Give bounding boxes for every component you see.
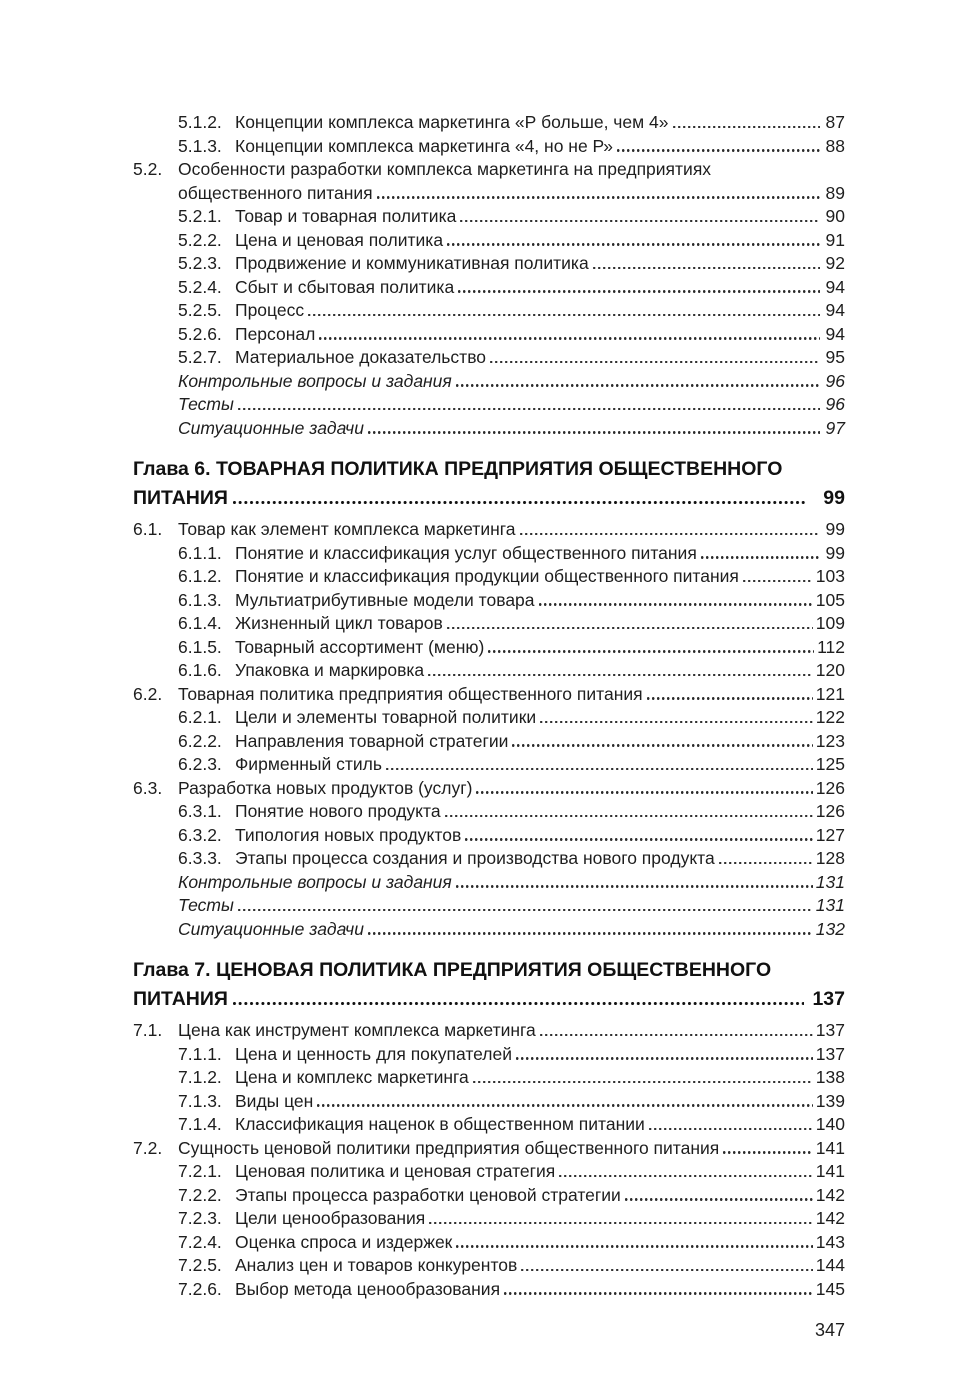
toc-entry-line — [133, 636, 845, 660]
entry-title: Мультиатрибутивные модели товара — [235, 589, 535, 610]
entry-page: 103 — [815, 566, 845, 586]
entry-title: Ситуационные задачи — [178, 417, 364, 438]
entry-title: Сущность ценовой политики предприятия общественного питания — [178, 1137, 720, 1158]
toc-entry-line — [133, 417, 845, 441]
toc-entry — [133, 753, 845, 777]
toc-entry — [133, 730, 845, 754]
entry-page: 105 — [815, 589, 845, 610]
entry-page: 137 — [815, 1043, 845, 1064]
entry-number: 5.2.5. — [178, 300, 222, 320]
toc-entry-line — [133, 1019, 845, 1043]
entry-number: 5.2.1. — [178, 206, 222, 226]
entry-number: 7.1.4. — [178, 1114, 222, 1134]
entry-page: 96 — [825, 394, 845, 414]
entry-page: 143 — [815, 1231, 845, 1252]
entry-page: 95 — [825, 347, 845, 367]
toc-entry — [133, 542, 845, 566]
entry-number: 6.3.1. — [178, 801, 222, 821]
toc-entry-line — [133, 1137, 845, 1161]
toc-entry-line — [133, 276, 845, 300]
toc-entry — [133, 299, 845, 323]
entry-title: Направления товарной стратегии — [235, 730, 509, 751]
entry-title: Концепции комплекса маркетинга «Р больше, чем 4» — [235, 112, 669, 132]
leader-dots — [520, 533, 821, 536]
entry-page: 142 — [815, 1208, 845, 1228]
toc-entry-line — [133, 299, 845, 323]
toc-entry — [133, 1184, 845, 1208]
entry-title: общественного питания — [178, 182, 373, 203]
entry-page: 125 — [815, 754, 845, 774]
entry-page: 92 — [825, 253, 845, 273]
leader-dots — [308, 314, 820, 317]
toc-entry — [133, 918, 845, 942]
entry-title: Цена и ценность для покупателей — [235, 1043, 513, 1064]
entry-title: Ситуационные задачи — [178, 918, 364, 939]
toc-entry — [133, 847, 845, 871]
toc-entry-line — [133, 455, 845, 484]
toc-chapter-entry — [133, 455, 845, 513]
entry-page: 126 — [815, 801, 845, 821]
entry-number: 5.2.3. — [178, 253, 222, 273]
toc-entry-line — [133, 683, 845, 707]
entry-number: 6.1.5. — [178, 636, 222, 657]
entry-page: 131 — [815, 871, 845, 892]
entry-title: ПИТАНИЯ — [133, 487, 228, 509]
toc-entry-line — [133, 800, 845, 824]
entry-title: Продвижение и коммуникативная политика — [235, 253, 589, 273]
entry-page: 144 — [815, 1255, 845, 1275]
entry-number: 6.2.3. — [178, 754, 222, 774]
entry-page: 137 — [815, 1020, 845, 1040]
entry-number: 6.1.2. — [178, 566, 222, 586]
leader-dots — [238, 408, 820, 411]
leader-dots — [465, 838, 813, 841]
entry-title: Понятие нового продукта — [235, 801, 441, 821]
leader-dots — [428, 674, 813, 677]
leader-dots — [540, 1034, 813, 1037]
entry-title: Тесты — [178, 895, 234, 915]
entry-title: Особенности разработки комплекса маркетинга на предприятиях — [178, 159, 712, 179]
entry-title: Сбыт и сбытовая политика — [235, 276, 455, 297]
toc-entry-line — [133, 1113, 845, 1137]
toc-entry — [133, 636, 845, 660]
leader-dots — [233, 1002, 805, 1005]
entry-number: 7.2.1. — [178, 1161, 222, 1181]
toc-entry-line — [133, 612, 845, 636]
entry-page: 126 — [815, 777, 845, 798]
entry-title: Глава 6. ТОВАРНАЯ ПОЛИТИКА ПРЕДПРИЯТИЯ ОБЩЕСТВЕННОГО — [133, 458, 783, 480]
entry-title: Контрольные вопросы и задания — [178, 370, 452, 391]
toc-entry-line — [133, 824, 845, 848]
entry-title: Оценка спроса и издержек — [235, 1231, 453, 1252]
toc-entry-line — [133, 565, 845, 589]
entry-page: 94 — [825, 323, 845, 344]
entry-title: Материальное доказательство — [235, 347, 487, 367]
entry-title: Персонал — [235, 323, 316, 344]
toc-entry-line — [133, 1278, 845, 1302]
toc-entry-line — [133, 518, 845, 542]
entry-page: 120 — [815, 660, 845, 680]
entry-title: Ценовая политика и ценовая стратегия — [235, 1161, 556, 1181]
entry-number: 7.1.3. — [178, 1090, 222, 1111]
entry-number: 7.2.2. — [178, 1184, 222, 1205]
toc-entry — [133, 589, 845, 613]
leader-dots — [319, 337, 820, 340]
toc-entry — [133, 252, 845, 276]
entry-number: 7.1. — [133, 1020, 163, 1040]
toc-entry — [133, 565, 845, 589]
entry-number: 5.2.4. — [178, 276, 222, 297]
entry-title: Процесс — [235, 300, 305, 320]
leader-dots — [723, 1151, 813, 1154]
leader-dots — [559, 1175, 813, 1178]
entry-title: Цена и ценовая политика — [235, 229, 444, 250]
toc-entry-line — [133, 894, 845, 918]
entry-page: 131 — [815, 895, 845, 915]
toc-entry-line — [133, 956, 845, 985]
entry-title: Цели ценообразования — [235, 1208, 426, 1228]
leader-dots — [540, 721, 813, 724]
entry-page: 94 — [825, 276, 845, 297]
entry-number: 6.2.2. — [178, 730, 222, 751]
leader-dots — [504, 1292, 813, 1295]
entry-title: Цели и элементы товарной политики — [235, 707, 537, 727]
toc-entry — [133, 1231, 845, 1255]
entry-page: 123 — [815, 730, 845, 751]
toc-entry — [133, 158, 845, 205]
toc-entry-line — [133, 985, 845, 1014]
entry-number: 6.2. — [133, 683, 163, 704]
toc-entry-line — [133, 706, 845, 730]
toc-entry — [133, 894, 845, 918]
toc-entry-line — [133, 659, 845, 683]
leader-dots — [625, 1198, 813, 1201]
leader-dots — [647, 697, 813, 700]
toc-entry — [133, 111, 845, 135]
toc-entry-line — [133, 589, 845, 613]
entry-number: 7.2. — [133, 1137, 163, 1158]
entry-page: 145 — [815, 1278, 845, 1299]
entry-number: 6.2.1. — [178, 707, 222, 727]
entry-number: 7.1.2. — [178, 1067, 222, 1087]
entry-number: 6.1.1. — [178, 542, 222, 563]
leader-dots — [512, 744, 812, 747]
entry-number: 5.1.3. — [178, 135, 222, 156]
toc-entry — [133, 276, 845, 300]
entry-page: 137 — [812, 988, 845, 1010]
leader-dots — [458, 290, 820, 293]
leader-dots — [476, 791, 812, 794]
toc-entry-line — [133, 753, 845, 777]
toc-entry — [133, 1043, 845, 1067]
entry-title: Контрольные вопросы и задания — [178, 871, 452, 892]
leader-dots — [701, 556, 820, 559]
entry-title: Виды цен — [235, 1090, 314, 1111]
entry-page: 99 — [825, 519, 845, 539]
entry-number: 6.1.3. — [178, 589, 222, 610]
toc-entry — [133, 824, 845, 848]
entry-page: 141 — [815, 1161, 845, 1181]
leader-dots — [456, 1245, 812, 1248]
entry-title: Глава 7. ЦЕНОВАЯ ПОЛИТИКА ПРЕДПРИЯТИЯ ОБЩЕСТВЕННОГО — [133, 959, 772, 981]
entry-page: 99 — [825, 542, 845, 563]
entry-number: 6.3.2. — [178, 824, 222, 845]
entry-title: Фирменный стиль — [235, 754, 382, 774]
toc-entry-line — [133, 111, 845, 135]
entry-page: 122 — [815, 707, 845, 727]
entry-page: 90 — [825, 206, 845, 226]
leader-dots — [317, 1104, 812, 1107]
toc-entry-line — [133, 918, 845, 942]
toc-entry-line — [133, 370, 845, 394]
entry-number: 5.1.2. — [178, 112, 222, 132]
toc-entry-line — [133, 1090, 845, 1114]
entry-page: 142 — [815, 1184, 845, 1205]
toc-entry-line — [133, 1160, 845, 1184]
entry-number: 7.2.5. — [178, 1255, 222, 1275]
entry-page: 141 — [815, 1137, 845, 1158]
toc-entry — [133, 612, 845, 636]
leader-dots — [649, 1128, 813, 1131]
entry-number: 5.2.7. — [178, 347, 222, 367]
entry-number: 7.2.3. — [178, 1208, 222, 1228]
toc-entry — [133, 1066, 845, 1090]
entry-number: 6.1. — [133, 519, 163, 539]
entry-page: 128 — [815, 848, 845, 868]
leader-dots — [593, 267, 820, 270]
entry-title: Товарный ассортимент (меню) — [235, 636, 485, 657]
entry-title: Тесты — [178, 394, 234, 414]
leader-dots — [447, 627, 813, 630]
toc-entry — [133, 205, 845, 229]
toc-entry-line — [133, 1184, 845, 1208]
entry-number: 5.2.6. — [178, 323, 222, 344]
entry-title: Классификация наценок в общественном питании — [235, 1114, 645, 1134]
leader-dots — [539, 603, 813, 606]
leader-dots — [521, 1269, 812, 1272]
leader-dots — [490, 361, 820, 364]
toc-entry-line — [133, 730, 845, 754]
leader-dots — [617, 149, 820, 152]
toc-entry — [133, 1207, 845, 1231]
toc-entry — [133, 370, 845, 394]
toc-entry-line — [133, 135, 845, 159]
toc-entry — [133, 683, 845, 707]
entry-page: 121 — [815, 683, 845, 704]
toc-entry — [133, 1113, 845, 1137]
leader-dots — [233, 501, 807, 504]
leader-dots — [447, 243, 820, 246]
entry-page: 94 — [825, 300, 845, 320]
entry-title: ПИТАНИЯ — [133, 988, 228, 1010]
entry-page: 139 — [815, 1090, 845, 1111]
toc-entry — [133, 135, 845, 159]
leader-dots — [743, 580, 813, 583]
toc-entry — [133, 1160, 845, 1184]
entry-page: 99 — [823, 487, 845, 509]
leader-dots — [516, 1057, 813, 1060]
toc-entry — [133, 323, 845, 347]
leader-dots — [456, 885, 813, 888]
leader-dots — [445, 815, 813, 818]
leader-dots — [473, 1081, 813, 1084]
toc-list — [133, 111, 845, 1301]
entry-number: 5.2.2. — [178, 229, 222, 250]
leader-dots — [377, 196, 820, 199]
toc-entry-line — [133, 182, 845, 206]
leader-dots — [460, 220, 820, 223]
toc-entry-line — [133, 777, 845, 801]
toc-entry — [133, 417, 845, 441]
entry-title: Концепции комплекса маркетинга «4, но не Р» — [235, 135, 613, 156]
entry-title: Понятие и классификация продукции общественного питания — [235, 566, 739, 586]
toc-entry-line — [133, 252, 845, 276]
leader-dots — [673, 126, 820, 129]
leader-dots — [719, 862, 813, 865]
leader-dots — [429, 1222, 813, 1225]
entry-title: Упаковка и маркировка — [235, 660, 425, 680]
entry-title: Этапы процесса разработки ценовой стратегии — [235, 1184, 621, 1205]
entry-page: 138 — [815, 1067, 845, 1087]
leader-dots — [386, 768, 813, 771]
toc-chapter-entry — [133, 956, 845, 1014]
leader-dots — [456, 384, 820, 387]
entry-page: 91 — [825, 229, 845, 250]
entry-page: 89 — [825, 182, 845, 203]
toc-entry — [133, 1254, 845, 1278]
toc-entry — [133, 706, 845, 730]
entry-page: 109 — [815, 613, 845, 633]
entry-page: 132 — [815, 918, 845, 939]
toc-entry — [133, 1019, 845, 1043]
entry-page: 112 — [817, 636, 845, 657]
toc-entry-line — [133, 1207, 845, 1231]
entry-page: 87 — [825, 112, 845, 132]
entry-number: 6.1.4. — [178, 613, 222, 633]
entry-title: Выбор метода ценообразования — [235, 1278, 501, 1299]
entry-number: 6.3. — [133, 777, 163, 798]
toc-entry-line — [133, 346, 845, 370]
toc-entry — [133, 659, 845, 683]
leader-dots — [368, 932, 813, 935]
toc-entry — [133, 229, 845, 253]
toc-entry-line — [133, 1043, 845, 1067]
toc-entry — [133, 1137, 845, 1161]
toc-entry — [133, 346, 845, 370]
toc-entry — [133, 393, 845, 417]
entry-page: 140 — [815, 1114, 845, 1134]
toc-entry-line — [133, 323, 845, 347]
entry-title: Цена как инструмент комплекса маркетинга — [178, 1020, 536, 1040]
entry-page: 127 — [815, 824, 845, 845]
toc-entry — [133, 777, 845, 801]
toc-entry-line — [133, 1254, 845, 1278]
entry-number: 6.3.3. — [178, 848, 222, 868]
toc-entry-line — [133, 158, 845, 182]
leader-dots — [238, 909, 813, 912]
entry-title: Цена и комплекс маркетинга — [235, 1067, 469, 1087]
entry-title: Жизненный цикл товаров — [235, 613, 443, 633]
entry-page: 88 — [825, 135, 845, 156]
entry-number: 7.1.1. — [178, 1043, 222, 1064]
entry-title: Анализ цен и товаров конкурентов — [235, 1255, 518, 1275]
toc-entry-line — [133, 542, 845, 566]
entry-number: 7.2.4. — [178, 1231, 222, 1252]
toc-entry — [133, 518, 845, 542]
toc-entry — [133, 1278, 845, 1302]
entry-page: 97 — [825, 417, 845, 438]
entry-number: 6.1.6. — [178, 660, 222, 680]
toc-entry-line — [133, 1231, 845, 1255]
leader-dots — [368, 431, 820, 434]
leader-dots — [488, 650, 814, 653]
page-number: 347 — [814, 1320, 845, 1340]
toc-entry-line — [133, 393, 845, 417]
toc-entry-line — [133, 205, 845, 229]
entry-title: Разработка новых продуктов (услуг) — [178, 777, 473, 798]
entry-number: 5.2. — [133, 159, 163, 179]
toc-entry — [133, 800, 845, 824]
entry-page: 96 — [825, 370, 845, 391]
entry-title: Понятие и классификация услуг общественного питания — [235, 542, 697, 563]
toc-entry-line — [133, 847, 845, 871]
toc-entry-line — [133, 871, 845, 895]
toc-entry-line — [133, 484, 845, 513]
entry-title: Товар как элемент комплекса маркетинга — [178, 519, 516, 539]
entry-title: Товарная политика предприятия общественного питания — [178, 683, 643, 704]
entry-title: Типология новых продуктов — [235, 824, 462, 845]
toc-entry — [133, 871, 845, 895]
entry-title: Этапы процесса создания и производства нового продукта — [235, 848, 715, 868]
toc-entry-line — [133, 229, 845, 253]
entry-title: Товар и товарная политика — [235, 206, 457, 226]
toc-entry-line — [133, 1066, 845, 1090]
toc-entry — [133, 1090, 845, 1114]
entry-number: 7.2.6. — [178, 1278, 222, 1299]
